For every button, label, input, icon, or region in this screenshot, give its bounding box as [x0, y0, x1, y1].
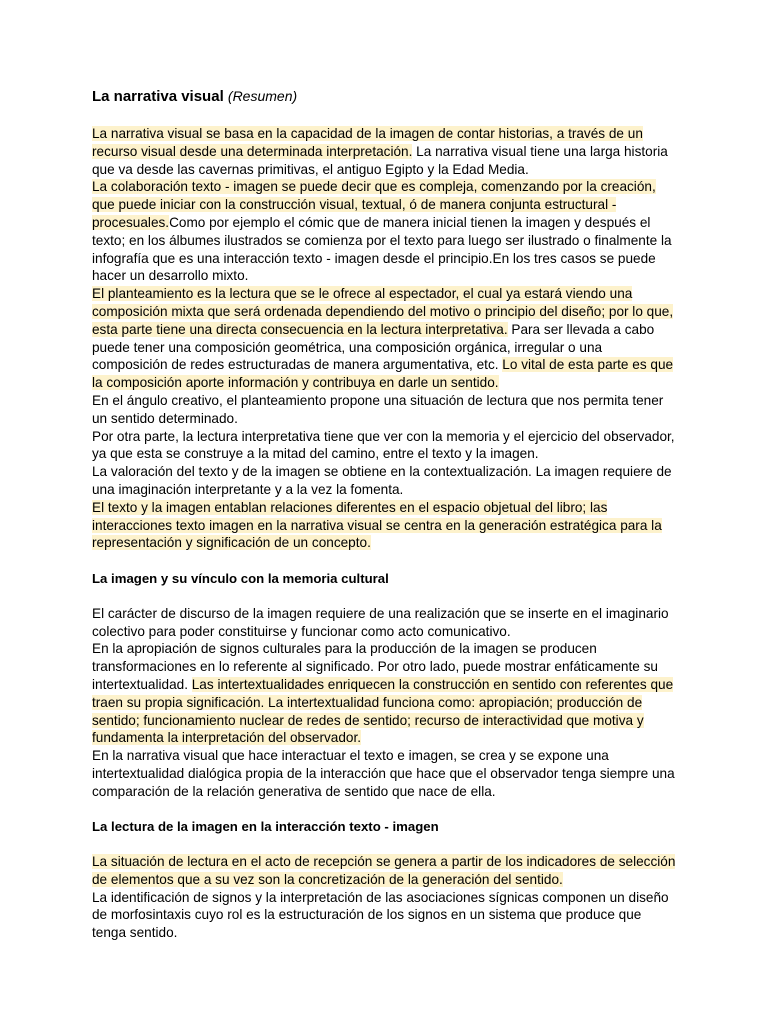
paragraph	[92, 428, 676, 464]
section-spacer	[92, 800, 676, 818]
section-heading: La imagen y su vínculo con la memoria cultural	[92, 570, 389, 586]
paragraph	[92, 463, 676, 499]
paragraph	[92, 178, 676, 285]
paragraph	[92, 889, 676, 942]
paragraph	[92, 853, 676, 889]
body-text: La narrativa visual tiene una larga historia que va desde las cavernas primitivas, el antiguo Egipto y la Edad Media.	[92, 143, 668, 177]
document-body	[92, 125, 676, 942]
paragraph	[92, 125, 676, 178]
highlighted-text: La narrativa visual se basa en la capacidad de la imagen de contar historias, a través de un recurso visual desde una determinada interpretación.	[92, 126, 643, 159]
document-title: La narrativa visual	[92, 88, 224, 105]
body-text: Para ser llevada a cabo puede tener una composición geométrica, una composición orgánica, irregular o una composición de redes estructuradas de manera argumentativa, etc.	[92, 321, 655, 373]
body-text: Como por ejemplo el cómic que de manera inicial tienen la imagen y después el texto; en los álbumes ilustrados se comienza por el texto para luego ser ilustrado o finalmente la infografía que es una interacción texto - imagen desde el principio.En los tres casos se puede hacer un desarrollo mixto.	[92, 214, 672, 284]
body-text: El carácter de discurso de la imagen requiere de una realización que se inserte en el imaginario colectivo para poder constituirse y funcionar como acto comunicativo.	[92, 605, 669, 639]
paragraph	[92, 605, 676, 641]
document-title-line	[92, 85, 676, 108]
body-text: La identificación de signos y la interpretación de las asociaciones sígnicas componen un diseño de morfosintaxis cuyo rol es la estructuración de los signos en un sistema que produce que tenga sentido.	[92, 889, 669, 941]
highlighted-text: Lo vital de esta parte es que la composición aporte información y contribuya en darle un sentido.	[92, 357, 674, 391]
highlighted-text: La situación de lectura en el acto de recepción se genera a partir de los indicadores de selección de elementos que a su vez son la concretización de la generación del sentido.	[92, 854, 676, 887]
section-spacer	[92, 552, 676, 570]
paragraph	[92, 640, 676, 747]
document-page	[92, 85, 676, 942]
document-title-note: (Resumen)	[227, 88, 298, 104]
body-text: La valoración del texto y de la imagen se obtiene en la contextualización. La imagen requiere de una imaginación interpretante y a la vez la fomenta.	[92, 464, 672, 497]
highlighted-text: El texto y la imagen entablan relaciones diferentes en el espacio objetual del libro; las interacciones texto imagen en la narrativa visual se centra en la generación estratégica para la representación y significación de un concepto.	[92, 499, 662, 551]
paragraph	[92, 285, 676, 392]
body-text: Por otra parte, la lectura interpretativa tiene que ver con la memoria y el ejercicio del observador, ya que esta se construye a la mitad del camino, entre el texto y la imagen.	[92, 428, 675, 462]
highlighted-text: El planteamiento es la lectura que se le ofrece al espectador, el cual ya estará viendo una composición mixta que será ordenada dependiendo del motivo o principio del diseño; por lo que, esta parte tiene una directa consecuencia en la lectura interpretativa.	[92, 286, 674, 337]
paragraph	[92, 499, 676, 552]
body-text: En la narrativa visual que hace interactuar el texto e imagen, se crea y se expone una intertextualidad dialógica propia de la interacción que hace que el observador tenga siempre una comparación de la relación generativa de sentido que nace de ella.	[92, 748, 675, 799]
highlighted-text: Las intertextualidades enriquecen la construcción en sentido con referentes que traen su propia significación. La intertextualidad funciona como: apropiación; producción de sentido; funcionamiento nuclear de redes de sentido; recurso de interactividad que motiva y fundamenta la interpretación del observador.	[92, 676, 674, 746]
section-heading: La lectura de la imagen en la interacción texto - imagen	[92, 819, 439, 835]
body-text: En la apropiación de signos culturales para la producción de la imagen se producen transformaciones en lo referente al significado. Por otro lado, puede mostrar enfáticamente su intertextualidad.	[92, 641, 658, 692]
paragraph	[92, 747, 676, 800]
body-text: En el ángulo creativo, el planteamiento propone una situación de lectura que nos permita tener un sentido determinado.	[92, 392, 664, 426]
paragraph	[92, 392, 676, 428]
highlighted-text: La colaboración texto - imagen se puede decir que es compleja, comenzando por la creación, que puede iniciar con la construcción visual, textual, ó de manera conjunta estructural - procesuales.	[92, 179, 656, 230]
